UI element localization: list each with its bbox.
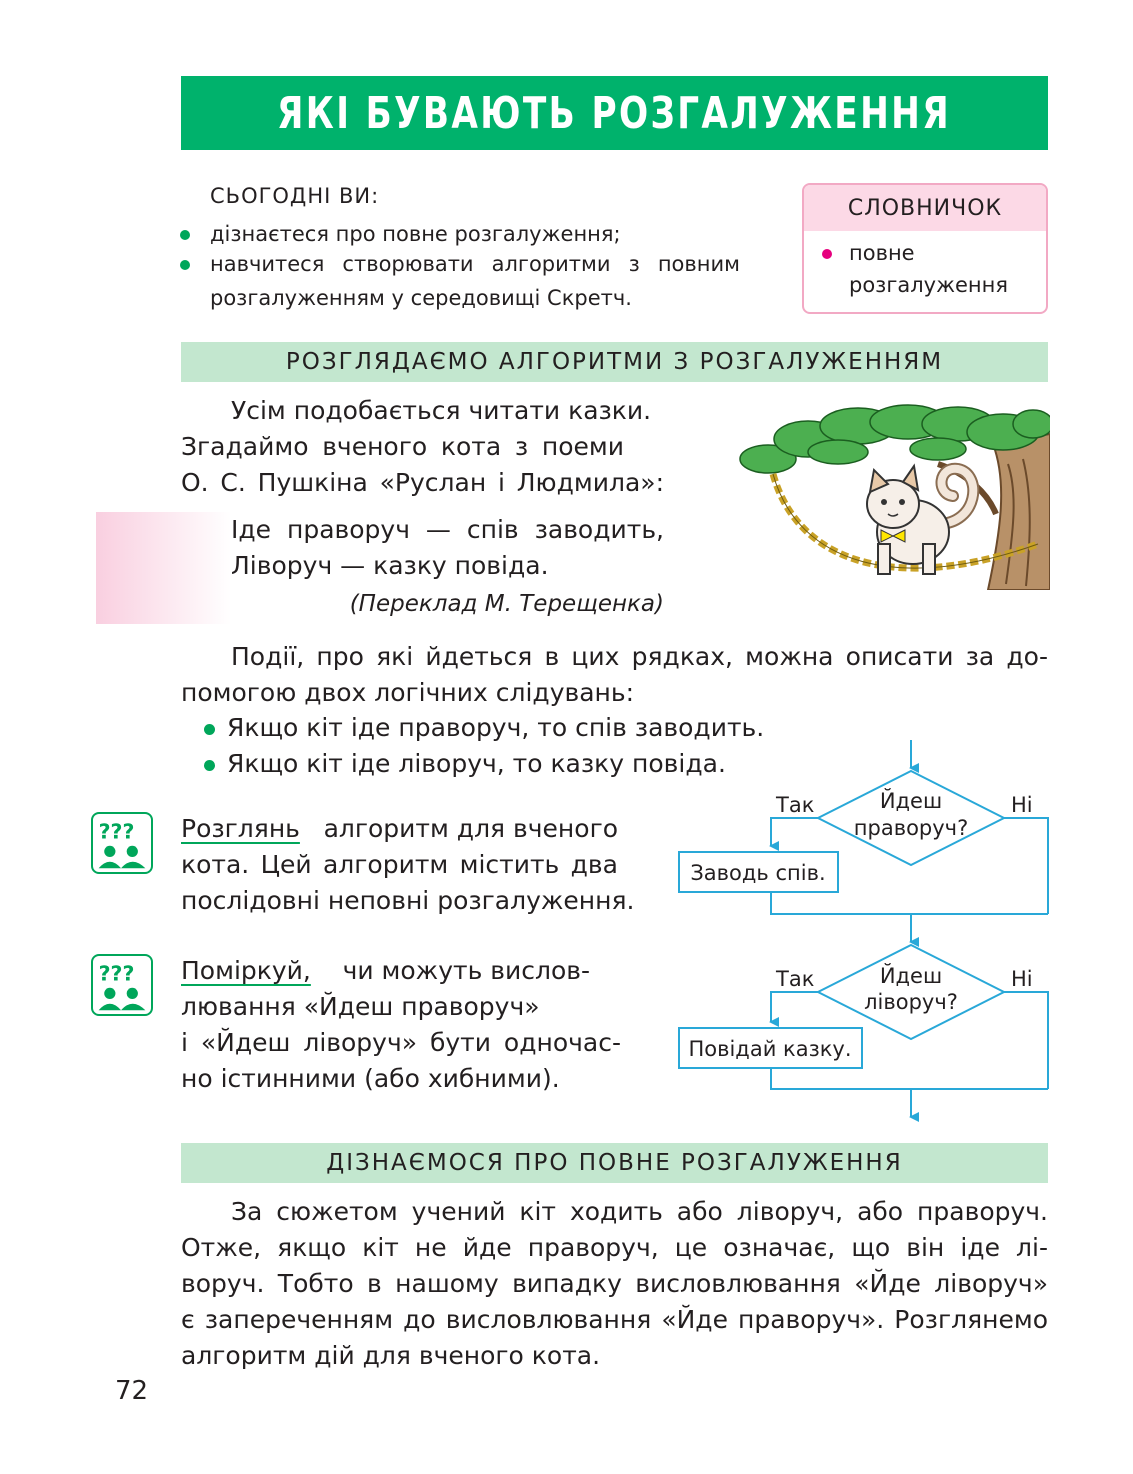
paragraph-line: воруч. Тобто в нашому випадку висловлювання «Йде ліворуч» [181,1269,1048,1298]
task2-line: Поміркуй, чи можуть вислов- [181,953,590,989]
task1-line: кота. Цей алгоритм містить два [181,850,618,879]
vocabulary-box [802,183,1048,314]
cat-under-oak-illustration [738,404,1050,590]
svg-text:???: ??? [98,961,135,986]
task2-line: лювання «Йдеш праворуч» [181,992,540,1021]
events-line: Події, про які йдеться в цих рядках, можна описати за до- [231,642,1048,671]
task2-keyword: Поміркуй, [181,956,311,985]
bullet-icon [204,724,215,735]
section-header: РОЗГЛЯДАЄМО АЛГОРИТМИ З РОЗГАЛУЖЕННЯМ [181,342,1048,382]
vocabulary-title: СЛОВНИЧОК [804,185,1046,231]
intro-line: Усім подобається читати казки. [231,396,652,425]
no-label-1: Ні [1011,793,1033,817]
decision2-line2: ліворуч? [864,990,958,1014]
question-people-icon [91,954,153,1016]
svg-text:???: ??? [98,819,135,844]
intro-line: О. С. Пушкіна «Руслан і Людмила»: [181,468,664,497]
goal-item: дізнаєтеся про повне розгалуження; [180,217,740,251]
yes-label-2: Так [776,967,815,991]
page-title: ЯКІ БУВАЮТЬ РОЗГАЛУЖЕННЯ [277,87,952,139]
task2-line: но істинними (або хибними). [181,1064,560,1093]
implication-item: Якщо кіт іде ліворуч, то казку повіда. [204,746,726,782]
poem-credit: (Переклад М. Терещенка) [349,591,664,617]
paragraph-line: За сюжетом учений кіт ходить або ліворуч, або праворуч. [231,1197,1048,1226]
intro-line: Згадаймо вченого кота з поеми [181,432,624,461]
decision1-line2: праворуч? [853,816,969,840]
bullet-icon [180,260,190,270]
task2-line: і «Йдеш ліворуч» бути одночас- [181,1028,621,1057]
bullet-icon [180,230,190,240]
goal-item: навчитеся створювати алгоритми з повним розгалуженням у середовищі Скретч. [180,247,740,315]
events-line: помогою двох логічних слідувань: [181,678,635,707]
section-header: ДІЗНАЄМОСЯ ПРО ПОВНЕ РОЗГАЛУЖЕННЯ [181,1143,1048,1183]
question-people-icon [91,812,153,874]
task1-line: Розглянь алгоритм для вченого [181,811,618,847]
poem-line: Ліворуч — казку повіда. [231,551,549,580]
bullet-icon [204,760,215,771]
task1-keyword: Розглянь [181,814,300,843]
paragraph-line: є запереченням до висловлювання «Йде праворуч». Розглянемо [181,1305,1048,1334]
paragraph-line: Отже, якщо кіт не йде праворуч, це означає, що він іде лі- [181,1233,1048,1262]
action1-label: Заводь спів. [690,861,826,885]
bullet-icon [822,249,832,259]
poem-highlight [96,512,231,624]
yes-label-1: Так [776,793,815,817]
page-number: 72 [115,1376,149,1406]
page-title-bar [181,76,1048,150]
decision2-line1: Йдеш [879,964,943,988]
vocabulary-item: повне розгалуження [804,231,1046,301]
today-label: СЬОГОДНІ ВИ: [210,184,380,208]
action2-label: Повідай казку. [688,1037,852,1061]
implication-item: Якщо кіт іде праворуч, то спів заводить. [204,710,764,746]
paragraph-line: алгоритм дій для вченого кота. [181,1341,601,1370]
task1-line: послідовні неповні розгалуження. [181,886,635,915]
decision1-line1: Йдеш [879,789,943,813]
flowchart [670,736,1060,1126]
poem-line: Іде праворуч — спів заводить, [231,515,664,544]
no-label-2: Ні [1011,967,1033,991]
